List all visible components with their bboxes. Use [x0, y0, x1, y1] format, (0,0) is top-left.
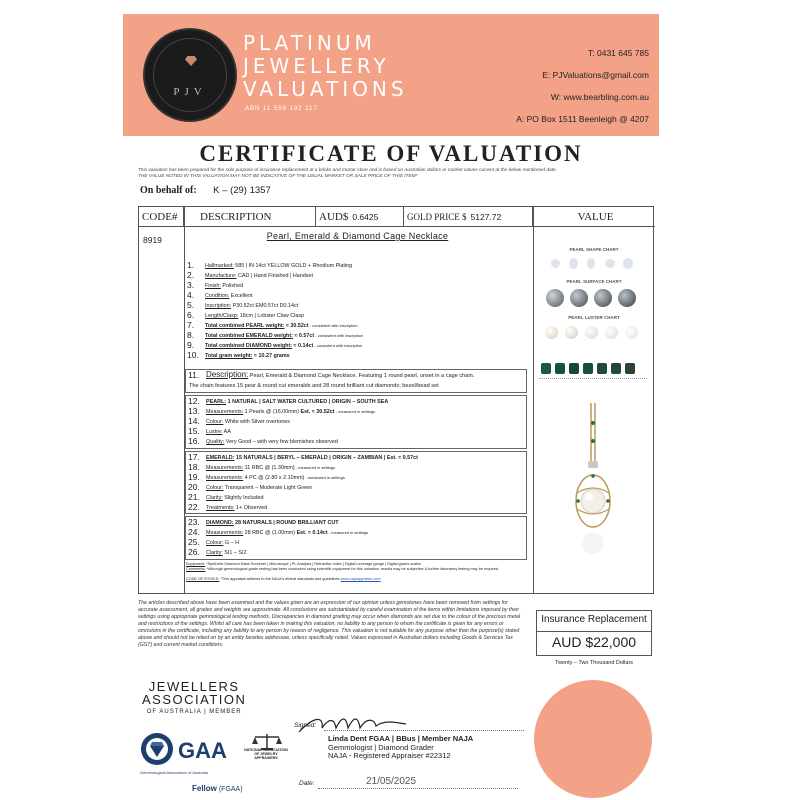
surface-chart-title: PEARL SURFACE CHART	[566, 279, 622, 284]
date-value: 21/05/2025	[366, 776, 417, 787]
pearl-shape-icon	[569, 258, 578, 269]
certificate-page	[118, 8, 664, 794]
naja-logo-text: NATIONAL ASSOCIATION OF JEWELRY APPRAISERS	[244, 748, 288, 760]
document-title: CERTIFICATE OF VALUATION	[199, 141, 583, 166]
pearl-surface-icon	[546, 289, 564, 307]
detail-line: 10. Total gram weight: ≈ 10.27 grams	[187, 350, 290, 360]
item-title: Pearl, Emerald & Diamond Cage Necklace	[266, 231, 449, 241]
pearl-luster-icon	[585, 326, 598, 339]
legal-disclaimer: The articles described above have been examined and the values given are an expression of our opinion unless gemstones have been removed from settings for accurate assessment, all grades and weights are approximate. All conclusions are substantiated by careful examination of the items within limitations imposed by their settings using appropriate gemmological testing methods. Discrepancies in diamond grading may occur when diamonds are set due to the colour of the precious metal and restrictions of the settings. Whilst all care has been taken in making this valuation, no liability to any person to whom the certificate is given for any errors or omissions in the certificate, including any liability to any person by reason of negligence. This valuation is not suitable for any purpose other than the purpose(s) stated above and should not be relied on by an entity besides addressee, unless specifically noted. Values expressed in Australian dollars including Goods & Services Tax (GST) and current market conditions.	[138, 600, 521, 648]
detail-line: 4. Condition: Excellent	[187, 290, 253, 300]
emerald-line: 20. Colour: Transparent – Moderate Light Green	[188, 482, 313, 492]
insurance-value-box	[536, 610, 652, 656]
gaa-emblem-icon	[140, 732, 174, 766]
luster-chart-title: PEARL LUSTER CHART	[568, 315, 620, 320]
necklace-photo	[563, 403, 623, 573]
header-aud	[316, 207, 404, 227]
gold-label: GOLD PRICE $	[407, 212, 467, 222]
gaa-logo	[140, 732, 243, 793]
diamond-line: 24. Measurements: 28 RBC @ (1.00mm) Est. ≈ 0.14ct - measured in settings	[188, 527, 369, 537]
emerald-line: 21. Clarity: Slightly Included	[188, 492, 264, 502]
email: E: PJValuations@gmail.com	[542, 70, 649, 80]
valuation-table	[138, 206, 654, 594]
detail-line: 6. Length/Clasp: 18cm | Lobster Claw Clasp	[187, 310, 305, 320]
pearl-line: 16. Quality: Very Good – with very few blemishes observed	[188, 436, 338, 446]
website: W: www.bearbling.com.au	[550, 92, 649, 102]
date-line	[318, 788, 518, 789]
signatory-registration: NAJA - Registered Appraiser #22312	[328, 751, 451, 760]
aud-label: AUD$	[319, 211, 349, 223]
pearl-line: 14. Colour: White with Silver overtones	[188, 416, 290, 426]
gaa-name: GAA	[178, 738, 227, 763]
disclaimer	[138, 168, 658, 180]
association-line: JEWELLERS	[148, 679, 240, 694]
valuation-seal	[534, 680, 652, 798]
pearl-surface-icon	[570, 289, 588, 307]
shape-chart-title: PEARL SHAPE CHART	[569, 247, 619, 252]
pearl-luster-icon	[545, 326, 558, 339]
detail-line: 7. Total combined PEARL weight: ≈ 30.52ct - consistent with inscription	[187, 320, 358, 330]
emerald-color-swatch	[597, 363, 607, 374]
emerald-color-swatch	[569, 363, 579, 374]
association-line: ASSOCIATION	[142, 692, 247, 707]
signature-line	[324, 730, 524, 731]
emerald-color-swatch	[625, 363, 635, 374]
pearl-shape-icon	[623, 258, 633, 269]
detail-line: 1. Hallmarked: 585 | IN 14ct YELLOW GOLD + Rhodium Plating	[187, 260, 353, 270]
pearl-shape-icon	[551, 259, 560, 268]
header-code: CODE#	[139, 207, 184, 227]
date-label: Date:	[299, 780, 315, 787]
brand-line: PLATINUM	[243, 31, 376, 55]
emerald-color-swatch	[611, 363, 621, 374]
abn-number: ABN 11 588 192 117	[245, 106, 318, 112]
address: A: PO Box 1511 Beenleigh @ 4207	[516, 114, 649, 124]
emerald-line: 22. Treatments: 1+ Observed	[188, 502, 268, 512]
detail-line: 9. Total combined DIAMOND weight: ≈ 0.14ct - consistent with inscription	[187, 340, 363, 350]
brand-line: VALUATIONS	[243, 77, 408, 101]
behalf-label: On behalf of:	[140, 185, 197, 196]
pearl-shape-icon	[587, 258, 595, 269]
disclaimer-line: THE VALUE NOTED IN THIS VALUATION MAY NOT BE INDICATIVE OF THE USUAL MARKET OR SALE PRICE OF THIS ITEM*	[138, 174, 418, 179]
diamond-line: 23. DIAMOND: 28 NATURALS | ROUND BRILLIANT CUT	[188, 517, 339, 527]
detail-line: 5. Inscription: P30.52ct EM0.57ct D0.14ct	[187, 300, 299, 310]
ethics-note: CODE OF ETHICS: *This appraisal adheres to the NAJA's ethical standards and guidelines www.najaappraiser.com	[186, 577, 381, 581]
gaa-full-name: Gemmological Association of Australia	[140, 770, 208, 775]
on-behalf-of	[140, 185, 271, 196]
logo	[143, 28, 237, 122]
signed-label: Signed:	[294, 722, 317, 729]
description-line: The chain features 15 pear & round cut emeralds and 28 round brilliant cut diamonds; bezel/bead set	[189, 383, 439, 389]
jewellers-association-logo	[142, 680, 246, 719]
header-gold-price	[404, 207, 533, 227]
brand-name	[243, 32, 408, 101]
gold-value: 5127.72	[470, 212, 502, 222]
pearl-shape-icon	[605, 259, 615, 268]
emerald-line: 17. EMERALD: 15 NATURALS | BERYL – EMERALD | ORIGIN – ZAMBIAN | Est. ≈ 0.57ct	[188, 452, 418, 462]
diamond-line: 25. Colour: G – H	[188, 537, 239, 547]
signatory	[328, 735, 473, 761]
comments-note: Comments: *Although gemmological grade testing has been conducted using scientific equipment for this valuation, results may be subjective & further laboratory testing may be required.	[186, 567, 500, 571]
diamond-line: 26. Clarity: SI1 – SI2	[188, 547, 247, 557]
emerald-line: 18. Measurements: 11 RBC @ (1.30mm) - measured in settings	[188, 462, 336, 472]
pearl-luster-icon	[625, 326, 638, 339]
description-section	[185, 369, 527, 393]
equipment-note: Equipment: *Synthetic Diamond Mass Screener | Microscope | PL Analysis | Refractive Index | Digital Leverage gauge | Digital grams scales	[186, 562, 422, 566]
behalf-value: K – (29) 1357	[213, 185, 271, 196]
pearl-luster-icon	[565, 326, 578, 339]
logo-monogram: PJV	[173, 86, 207, 98]
contact-details	[516, 42, 649, 130]
aud-value: 0.6425	[352, 212, 379, 222]
gaa-fellow: Fellow (FGAA)	[192, 784, 243, 793]
signatory-name: Linda Dent FGAA | BBus | Member NAJA	[328, 734, 474, 743]
insurance-label: Insurance Replacement	[541, 614, 647, 625]
pearl-surface-icon	[618, 289, 636, 307]
naja-link[interactable]: www.najaappraiser.com	[340, 577, 381, 581]
phone: T: 0431 645 785	[588, 48, 649, 58]
detail-line: 2. Manufacture: CAD | Hand Finished | Handset	[187, 270, 313, 280]
signatory-role: Gemmologist | Diamond Grader	[328, 742, 434, 752]
description-line: 11. Description: Pearl, Emerald & Diamond Cage Necklace. Featuring 1 round pearl, unset in a cage chain.	[188, 370, 475, 380]
swatch-scale-line	[539, 378, 647, 379]
brand-line: JEWELLERY	[243, 54, 390, 78]
emerald-section	[185, 451, 527, 514]
pearl-luster-icon	[605, 326, 618, 339]
emerald-color-swatch	[541, 363, 551, 374]
pearl-line: 15. Lustre: AA	[188, 426, 231, 436]
emerald-color-swatch	[555, 363, 565, 374]
detail-line: 8. Total combined EMERALD weight: ≈ 0.57ct - consistent with inscription	[187, 330, 364, 340]
emerald-color-swatch	[583, 363, 593, 374]
disclaimer-line: This valuation has been prepared for the sole purpose of insurance replacement at a bricks and mortar store and is based on Australian dollars or market values current at the below mentioned date.	[138, 168, 557, 173]
letterhead	[123, 14, 659, 136]
association-line: OF AUSTRALIA | MEMBER	[146, 709, 242, 715]
item-code: 8919	[143, 235, 162, 245]
column-divider	[533, 207, 534, 593]
header-value: VALUE	[533, 207, 655, 227]
diamond-section	[185, 516, 527, 560]
insurance-amount: AUD $22,000	[537, 631, 651, 650]
logo-ring	[153, 38, 227, 112]
amount-in-words: Twenty – Two Thousand Dollars	[554, 660, 634, 666]
pearl-line: 12. PEARL: 1 NATURAL | SALT WATER CULTURED | ORIGIN – SOUTH SEA	[188, 396, 389, 406]
detail-line: 3. Finish: Polished	[187, 280, 244, 290]
header-description: DESCRIPTION	[184, 207, 316, 227]
pearl-surface-icon	[594, 289, 612, 307]
pearl-line: 13. Measurements: 1 Pearls @ (16.00mm) Est. ≈ 30.52ct - measured in settings	[188, 406, 376, 416]
pearl-section	[185, 395, 527, 449]
emerald-line: 19. Measurements: 4 PC @ (2.80 x 2.10mm) - measured in settings	[188, 472, 345, 482]
